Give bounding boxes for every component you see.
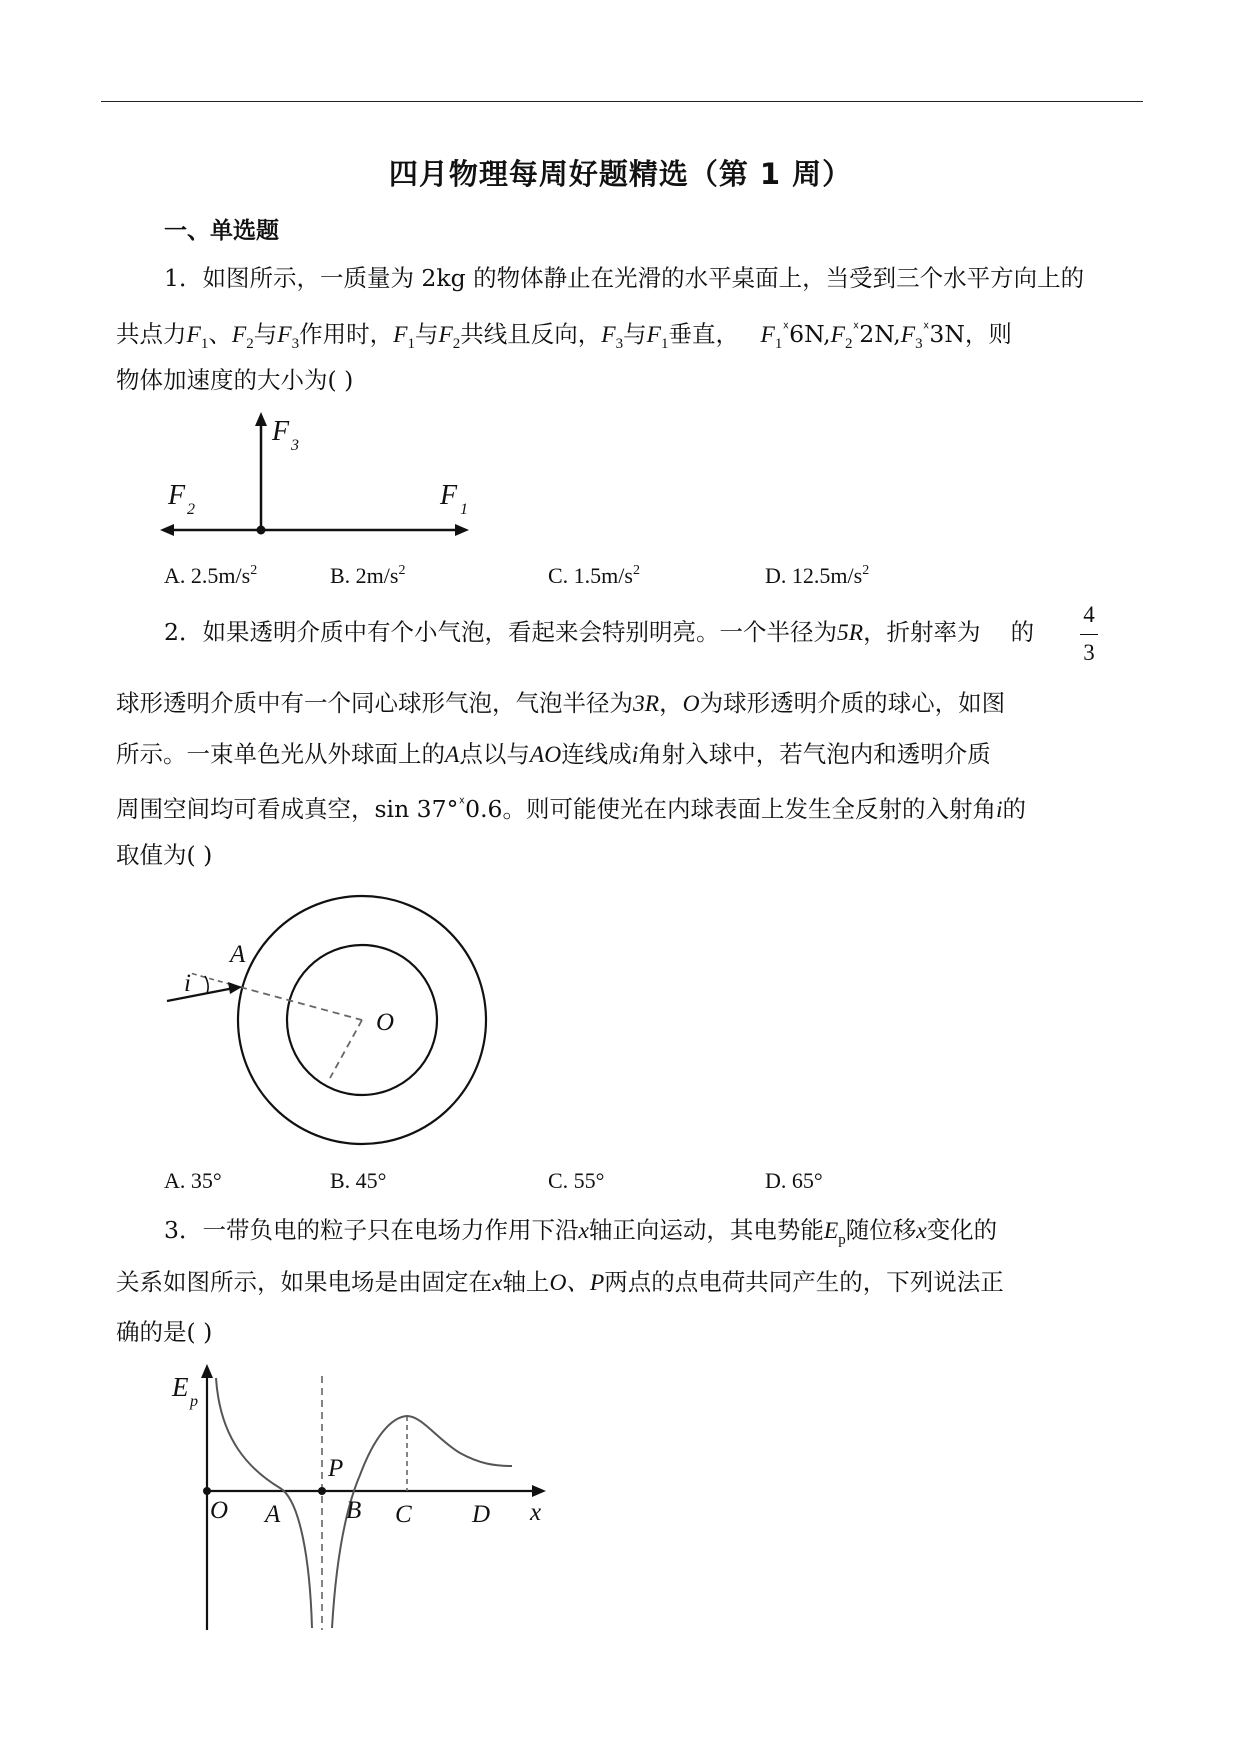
point-d-label: D: [472, 1501, 491, 1528]
f2-label: F: [168, 480, 186, 511]
q1-option-b[interactable]: B. $2m/s^2$: [330, 563, 406, 588]
point-a-label: A: [265, 1501, 281, 1528]
angle-i-label: i: [184, 970, 191, 997]
f3-label: F: [272, 416, 290, 447]
origin-o-label: O: [210, 1497, 229, 1524]
q2-line-4: 周围空间均可看成真空，sin 37°$^ᕁ$0.6。则可能使光在内球表面上发生全反射的入射角i的: [116, 795, 1027, 823]
q3-potential-energy-graph: [160, 1360, 580, 1620]
refractive-index-denominator: 3: [1083, 640, 1095, 665]
point-c-label: C: [395, 1501, 412, 1528]
q2-line-3: 所示。一束单色光从外球面上的A点以与AO连线成i角射入球中，若气泡内和透明介质: [116, 740, 991, 768]
q2-option-b[interactable]: B. 45°: [330, 1168, 387, 1193]
q3-line-1: 3．一带负电的粒子只在电场力作用下沿x轴正向运动，其电势能$E_p$随位移x变化的: [164, 1216, 998, 1248]
f1-label: F: [440, 480, 458, 511]
svg-text:2: 2: [187, 501, 195, 518]
svg-text:p: p: [190, 1393, 198, 1410]
section-heading: 一、单选题: [164, 218, 279, 244]
q2-option-c[interactable]: C. 55°: [548, 1168, 605, 1193]
q1-option-a[interactable]: A. $2.5m/s^2$: [164, 563, 258, 588]
point-a-label: A: [230, 941, 246, 968]
q2-line-1: 2．如果透明介质中有个小气泡，看起来会特别明亮。一个半径为5R，折射率为 的: [164, 618, 1035, 646]
svg-text:1: 1: [460, 501, 468, 518]
header-rule: [101, 101, 1143, 102]
q3-line-2: 关系如图所示，如果电场是由固定在x轴上O、P两点的点电荷共同产生的，下列说法正: [116, 1268, 1004, 1296]
point-p-label: P: [328, 1455, 344, 1482]
q2-option-d[interactable]: D. 65°: [765, 1168, 823, 1193]
refractive-index-numerator: 4: [1083, 602, 1095, 627]
q2-line-2: 球形透明介质中有一个同心球形气泡，气泡半径为3R，O为球形透明介质的球心，如图: [116, 689, 1006, 717]
q3-line-3: 确的是( ): [116, 1318, 213, 1346]
q1-line-1: 1．如图所示，一质量为 2kg 的物体静止在光滑的水平桌面上，当受到三个水平方向上的: [164, 264, 1085, 292]
page-title: 四月物理每周好题精选（第 1 周）: [388, 157, 853, 191]
q1-line-2: 共点力$F_1$、$F_2$与$F_3$作用时，$F_1$与$F_2$共线且反向，$F_3$与$F_1$垂直， $F_1^ᕁ6N,F_2^ᕁ2N,F_3^ᕁ3N$，则: [116, 320, 1012, 352]
q1-option-c[interactable]: C. $1.5m/s^2$: [548, 563, 640, 588]
q1-option-d[interactable]: D. $12.5m/s^2$: [765, 563, 870, 588]
point-b-label: B: [346, 1497, 362, 1524]
q2-line-5: 取值为( ): [116, 841, 213, 869]
svg-text:3: 3: [291, 437, 299, 454]
q2-sphere-diagram: [150, 890, 490, 1150]
ep-axis-label: E: [172, 1372, 189, 1402]
x-axis-label: x: [530, 1499, 542, 1526]
q2-option-a[interactable]: A. 35°: [164, 1168, 222, 1193]
fraction-bar: [1080, 634, 1098, 635]
q1-line-3: 物体加速度的大小为( ): [116, 366, 354, 394]
q1-force-diagram: [160, 410, 480, 550]
center-o-label: O: [376, 1009, 395, 1036]
